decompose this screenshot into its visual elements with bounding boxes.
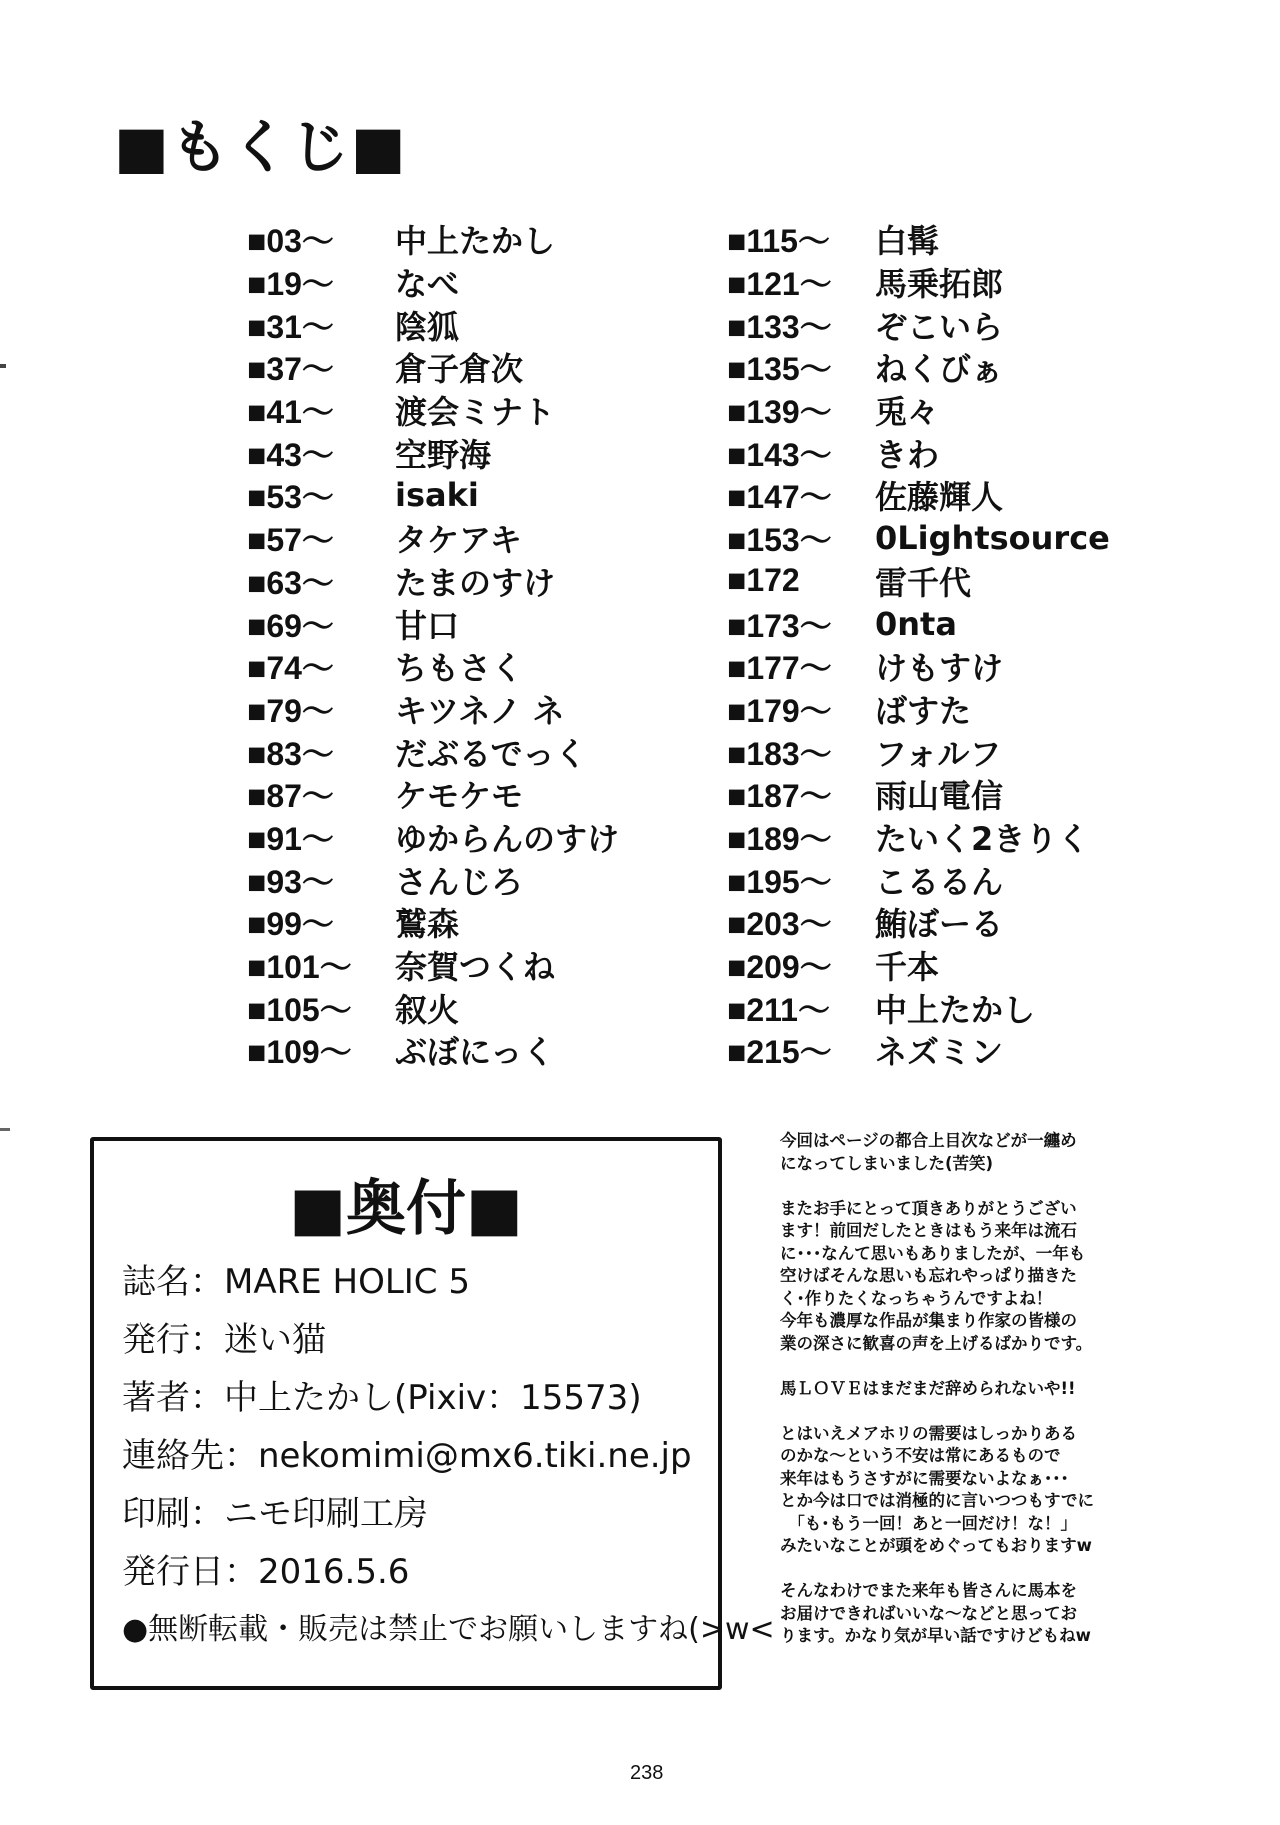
note-line: になってしまいました(苦笑) xyxy=(780,1153,994,1173)
toc-page-number: ■183〜 xyxy=(727,735,832,772)
colophon-line: ●無断転載・販売は禁止でお願いしますね(>w< xyxy=(122,1612,775,1647)
toc-author: フォルフ xyxy=(875,734,1002,773)
toc-entry xyxy=(247,218,619,261)
toc-entry xyxy=(247,773,619,816)
toc-entry xyxy=(727,389,1110,432)
toc-entry xyxy=(727,560,1110,603)
toc-entry xyxy=(727,773,1110,816)
note-line: 今年も濃厚な作品が集まり作家の皆様の xyxy=(780,1311,1077,1330)
toc-right-column xyxy=(727,218,1110,1072)
toc-page-number: ■19〜 xyxy=(247,266,334,303)
colophon-line: 印刷：ニモ印刷工房 xyxy=(122,1494,428,1534)
toc-author: 雷千代 xyxy=(875,563,972,602)
toc-page-number: ■83〜 xyxy=(247,735,334,772)
toc-page-number: ■153〜 xyxy=(727,522,832,559)
toc-author: 奈賀つくね xyxy=(395,948,556,987)
toc-author: ねくびぁ xyxy=(875,350,1004,389)
toc-entry xyxy=(727,1029,1110,1072)
toc-entry xyxy=(247,944,619,987)
colophon-box xyxy=(90,1137,775,1690)
toc-author: タケアキ xyxy=(395,521,522,560)
note-line: のかな〜という不安は常にあるもので xyxy=(780,1446,1061,1465)
toc-author: さんじろ xyxy=(395,862,524,901)
toc-page-number: ■147〜 xyxy=(727,479,832,516)
toc-entry xyxy=(247,346,619,389)
toc-page-number: ■99〜 xyxy=(247,906,334,943)
colophon-lines xyxy=(122,1253,775,1659)
toc-author: 鮪ぼーる xyxy=(875,905,1004,944)
toc-page-number: ■179〜 xyxy=(727,692,832,729)
colophon-line: 著者：中上たかし(Pixiv：15573) xyxy=(122,1378,642,1418)
toc-entry xyxy=(727,688,1110,731)
toc-author: 倉子倉次 xyxy=(395,350,524,389)
toc-entry xyxy=(727,303,1110,346)
toc-author: ぶぼにっく xyxy=(395,1033,555,1072)
toc-page-number: ■37〜 xyxy=(247,351,334,388)
toc-entry xyxy=(727,261,1110,304)
toc-entry xyxy=(727,858,1110,901)
toc-page-number: ■79〜 xyxy=(247,692,334,729)
toc-page-number: ■133〜 xyxy=(727,308,832,345)
toc-author: ちもさく xyxy=(395,649,524,688)
toc-page-number: ■41〜 xyxy=(247,394,334,431)
colophon-title: ■奥付■ xyxy=(289,1174,523,1244)
toc-author: 鷲森 xyxy=(395,905,460,944)
note-line: お届けできればいいな〜などと思ってお xyxy=(780,1603,1077,1623)
toc-author: 陰狐 xyxy=(395,307,460,346)
toc-page-number: ■121〜 xyxy=(727,266,832,303)
toc-page-number: ■211〜 xyxy=(727,991,830,1028)
toc-left-column xyxy=(247,218,619,1072)
toc-entry xyxy=(247,730,619,773)
toc-page-number: ■209〜 xyxy=(727,949,832,986)
note-line: みたいなことが頭をめぐってもおりますw xyxy=(780,1536,1092,1555)
toc-entry xyxy=(247,517,619,560)
toc-page-number: ■115〜 xyxy=(727,223,830,260)
colophon-line: 連絡先：nekomimi@mx6.tiki.ne.jp xyxy=(122,1436,692,1476)
note-paragraph xyxy=(780,1378,1094,1401)
note-paragraph xyxy=(780,1198,1094,1356)
toc-author: 中上たかし xyxy=(875,990,1036,1029)
toc-author: 千本 xyxy=(875,948,940,987)
toc-entry xyxy=(247,688,619,731)
toc-author: きわ xyxy=(875,435,940,474)
note-line: 空けばそんな思いも忘れやっぱり描きた xyxy=(780,1266,1077,1285)
toc-author: たまのすけ xyxy=(395,563,556,602)
toc-entry xyxy=(727,645,1110,688)
toc-page-number: ■187〜 xyxy=(727,778,832,815)
toc-author: だぶるでっく xyxy=(395,734,587,773)
toc-entry xyxy=(727,346,1110,389)
toc-entry xyxy=(247,858,619,901)
toc-author: 馬乗拓郎 xyxy=(875,265,1004,304)
toc-author: けもすけ xyxy=(875,649,1004,688)
toc-page-number: ■43〜 xyxy=(247,436,334,473)
note-line: 業の深さに歓喜の声を上げるばかりです。 xyxy=(780,1333,1093,1353)
toc-entry xyxy=(247,474,619,517)
toc-entry xyxy=(727,986,1110,1029)
toc-page-number: ■203〜 xyxy=(727,906,832,943)
toc-entry xyxy=(727,602,1110,645)
toc-author: ばすた xyxy=(875,691,972,730)
toc-author: 空野海 xyxy=(395,435,492,474)
note-line: く･作りたくなっちゃうんですよね！ xyxy=(780,1288,1053,1308)
toc-entry xyxy=(727,816,1110,859)
toc-entry xyxy=(247,986,619,1029)
toc-author: ネズミン xyxy=(875,1033,1004,1072)
toc-page-number: ■53〜 xyxy=(247,479,334,516)
toc-page-number: ■69〜 xyxy=(247,607,334,644)
toc-author: 兎々 xyxy=(875,393,940,432)
toc-entry xyxy=(727,901,1110,944)
toc-author: キツネノ ネ xyxy=(395,691,565,730)
toc-entry xyxy=(727,944,1110,987)
toc-author: ケモケモ xyxy=(395,777,524,816)
note-paragraph xyxy=(780,1130,1094,1175)
toc-author: 0Lightsource xyxy=(875,519,1110,558)
colophon-line: 発行日：2016.5.6 xyxy=(122,1552,410,1592)
author-notes xyxy=(780,1130,1094,1670)
toc-entry xyxy=(247,816,619,859)
toc-author: なべ xyxy=(395,265,460,304)
toc-entry xyxy=(727,431,1110,474)
toc-page-number: ■135〜 xyxy=(727,351,832,388)
toc-page-number: ■177〜 xyxy=(727,650,832,687)
toc-author: ぞこいら xyxy=(875,307,1004,346)
toc-page-number: ■63〜 xyxy=(247,564,334,601)
toc-page-number: ■74〜 xyxy=(247,650,334,687)
toc-page-number: ■93〜 xyxy=(247,863,334,900)
toc-entry xyxy=(727,474,1110,517)
toc-entry xyxy=(247,645,619,688)
toc-author: 白髯 xyxy=(875,222,940,261)
toc-entry xyxy=(247,560,619,603)
toc-page-number: ■31〜 xyxy=(247,308,334,345)
toc-author: 甘口 xyxy=(395,606,460,645)
toc-entry xyxy=(727,730,1110,773)
toc-author: ゆからんのすけ xyxy=(395,819,620,858)
toc-author: こるるん xyxy=(875,862,1004,901)
toc-entry xyxy=(247,303,619,346)
toc-page-number: ■57〜 xyxy=(247,522,334,559)
toc-entry xyxy=(247,389,619,432)
note-paragraph xyxy=(780,1580,1094,1648)
note-line: ます！前回だしたときはもう来年は流石 xyxy=(780,1221,1077,1240)
scan-mark xyxy=(0,364,6,368)
toc-page-number: ■143〜 xyxy=(727,436,832,473)
note-line: またお手にとって頂きありがとうござい xyxy=(780,1198,1077,1218)
toc-author: 叙火 xyxy=(395,990,460,1029)
toc-page-number: ■139〜 xyxy=(727,394,832,431)
colophon-line: 誌名：MARE HOLIC 5 xyxy=(122,1262,470,1302)
note-line: 来年はもうさすがに需要ないよなぁ･･･ xyxy=(780,1468,1069,1488)
note-line: とか今は口では消極的に言いつつもすでに xyxy=(780,1491,1094,1510)
toc-author: 0nta xyxy=(875,604,957,643)
note-line: 今回はページの都合上目次などが一纏め xyxy=(780,1131,1077,1150)
toc-page-number: ■195〜 xyxy=(727,863,832,900)
toc-page-number: ■105〜 xyxy=(247,991,352,1028)
toc-entry xyxy=(247,1029,619,1072)
toc-entry xyxy=(727,517,1110,560)
toc-page-number: ■215〜 xyxy=(727,1034,832,1071)
toc-page-number: ■87〜 xyxy=(247,778,334,815)
toc-page-number: ■173〜 xyxy=(727,607,832,644)
colophon-line: 発行：迷い猫 xyxy=(122,1320,326,1360)
note-line: 馬ＬＯＶＥはまだまだ辞められないや!! xyxy=(780,1378,1076,1398)
toc-author: 中上たかし xyxy=(395,222,556,261)
note-line: そんなわけでまた来年も皆さんに馬本を xyxy=(780,1581,1077,1600)
toc-author: 雨山電信 xyxy=(875,777,1004,816)
note-paragraph xyxy=(780,1423,1094,1558)
toc-entry xyxy=(247,431,619,474)
toc-page-number: ■172 xyxy=(727,562,800,599)
scan-mark xyxy=(0,1128,10,1131)
toc-author: 渡会ミナト xyxy=(395,393,556,432)
note-line: 「も･もう一回！あと一回だけ！な！」 xyxy=(780,1513,1077,1533)
toc-author: たいく2きりく xyxy=(875,819,1090,858)
toc-page-number: ■189〜 xyxy=(727,820,832,857)
toc-page-number: ■03〜 xyxy=(247,223,334,260)
page-number: 238 xyxy=(630,1762,664,1784)
toc-entry xyxy=(727,218,1110,261)
toc-title: ■もくじ■ xyxy=(114,113,408,181)
toc-entry xyxy=(247,261,619,304)
note-line: とはいえメアホリの需要はしっかりある xyxy=(780,1423,1077,1443)
toc-page-number: ■91〜 xyxy=(247,820,334,857)
note-line: ります。かなり気が早い話ですけどもねw xyxy=(780,1626,1091,1645)
toc-entry xyxy=(247,602,619,645)
toc-author: 佐藤輝人 xyxy=(875,478,1004,517)
toc-page-number: ■101〜 xyxy=(247,949,352,986)
toc-page-number: ■109〜 xyxy=(247,1034,352,1071)
toc-entry xyxy=(247,901,619,944)
toc-author: isaki xyxy=(395,476,479,515)
note-line: に･･･なんて思いもありましたが、一年も xyxy=(780,1243,1086,1263)
